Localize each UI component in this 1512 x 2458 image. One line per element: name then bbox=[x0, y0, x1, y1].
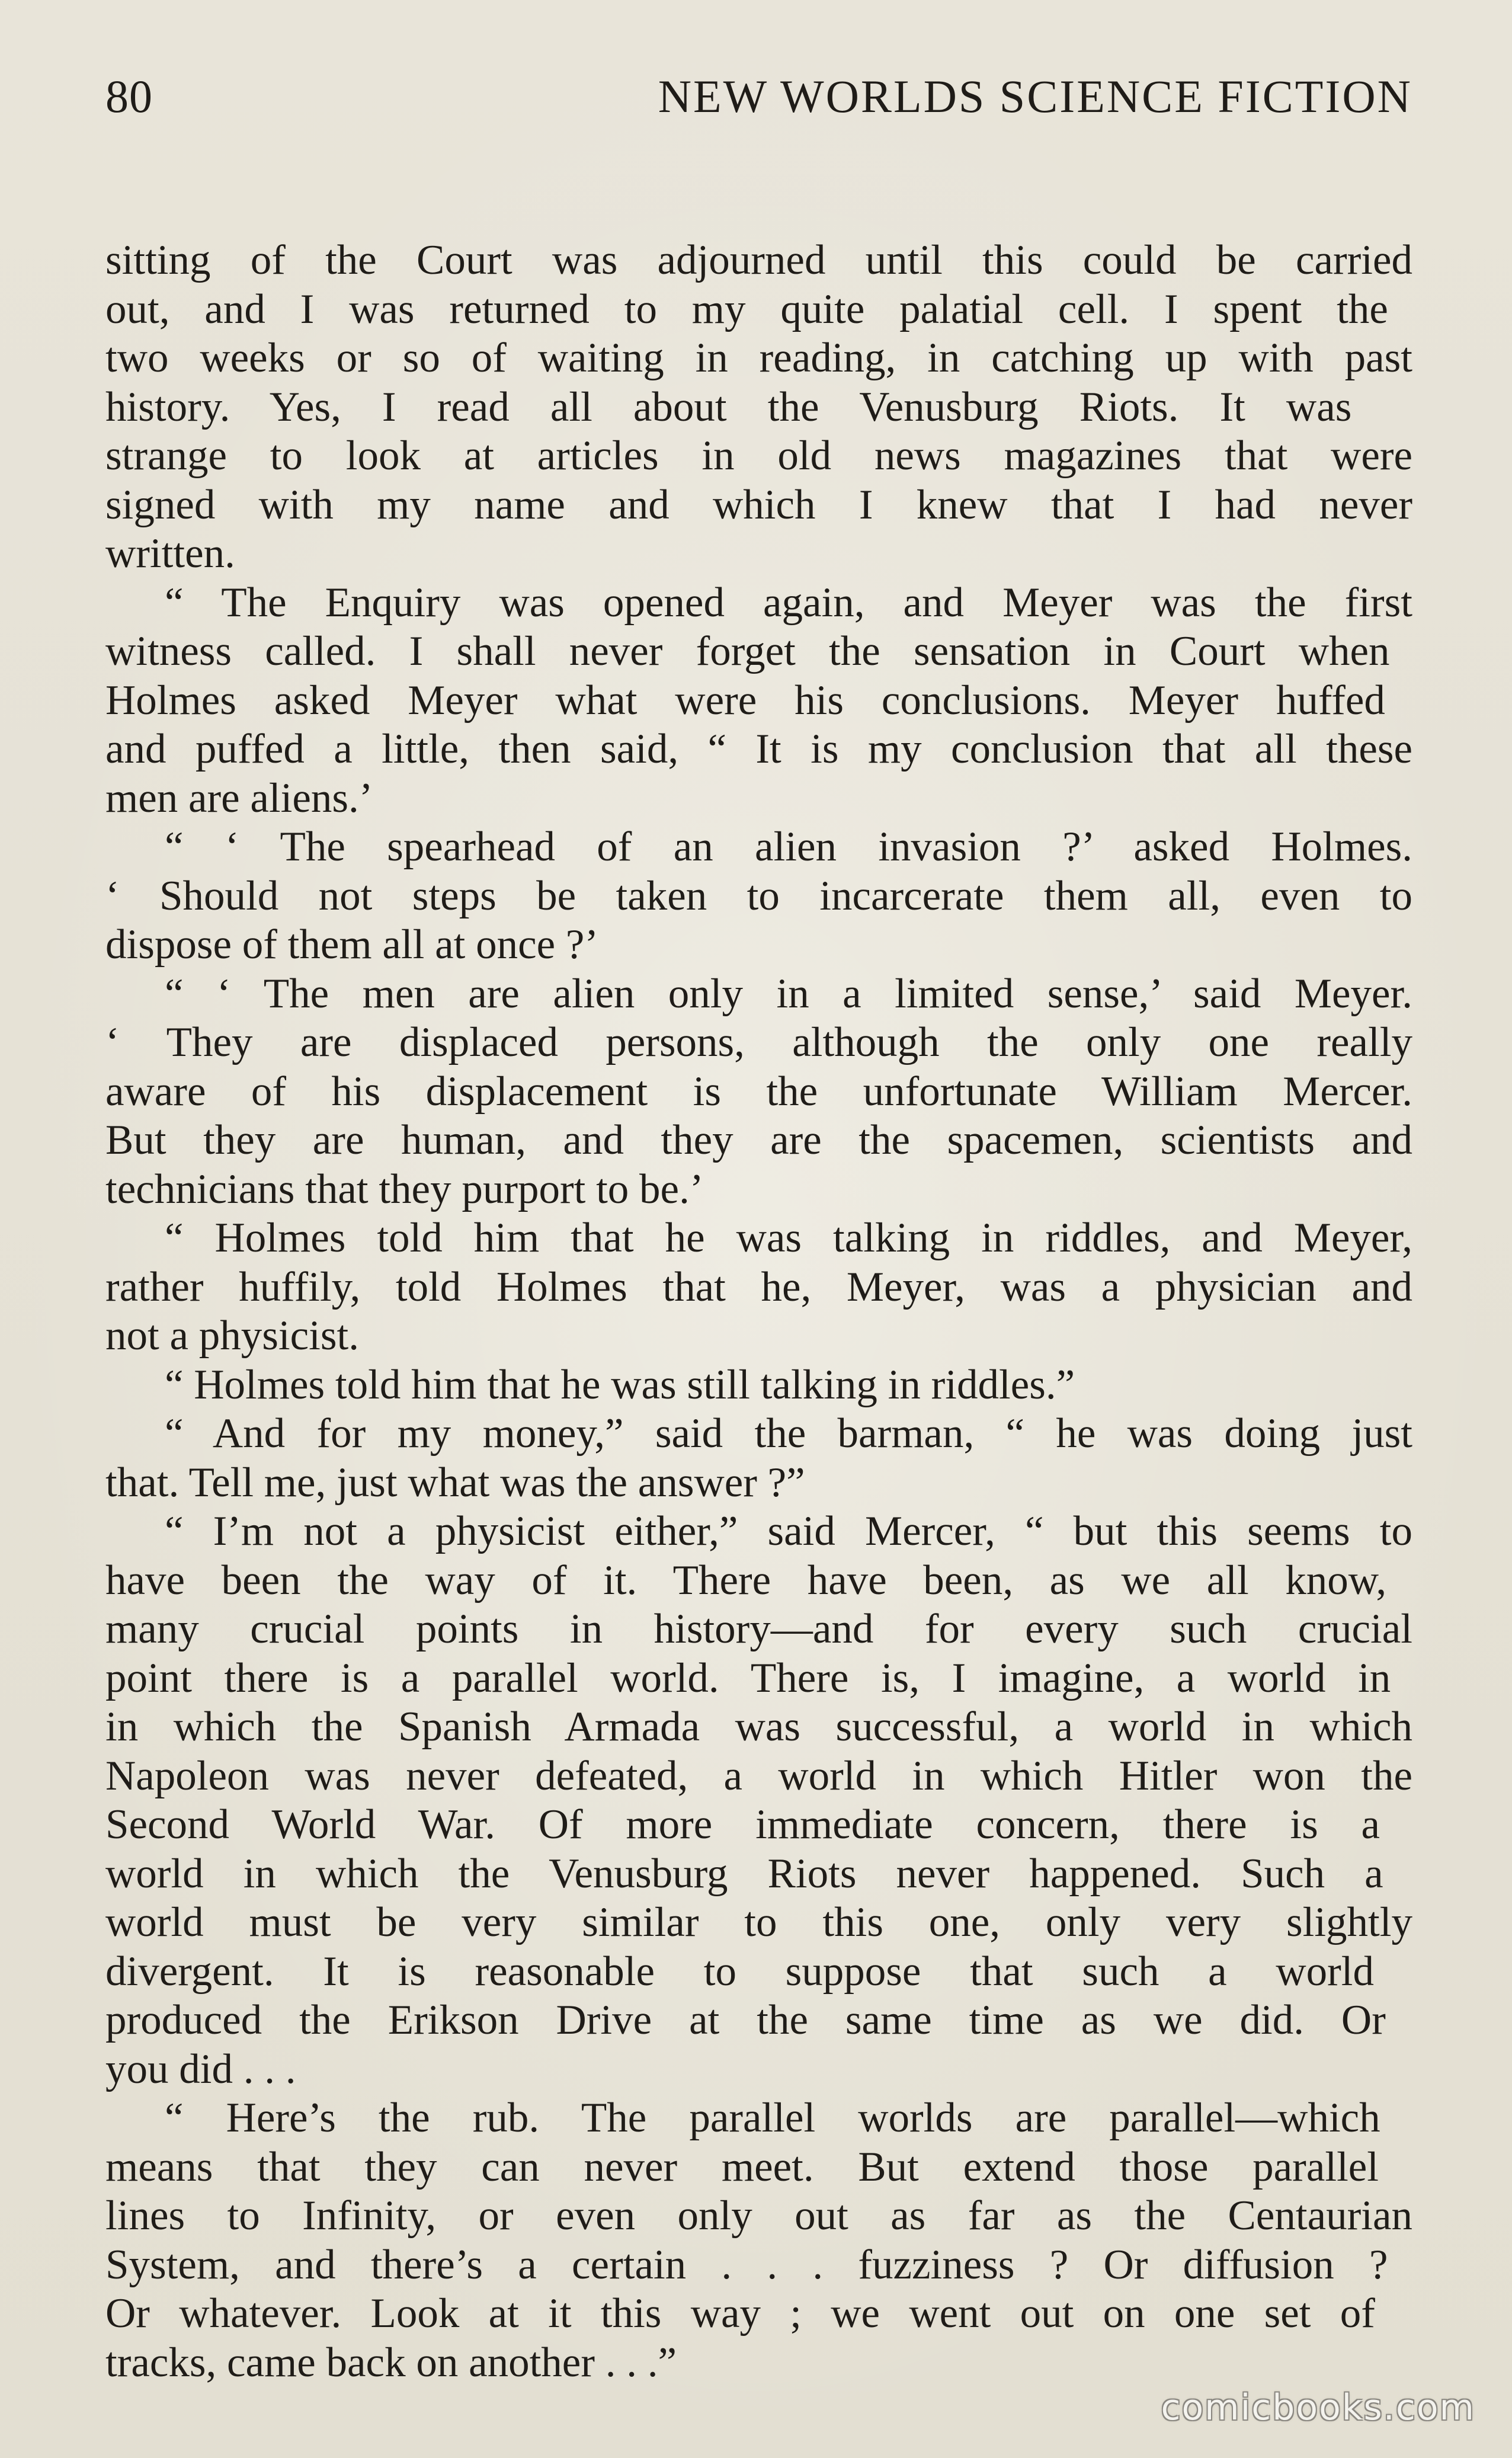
text-line: you did . . . bbox=[105, 2046, 296, 2092]
paragraph bbox=[105, 822, 1412, 969]
paragraph bbox=[105, 578, 1412, 823]
paragraph bbox=[105, 1409, 1412, 1507]
text-line: Holmes asked Meyer what were his conclusions. Meyer huffed bbox=[105, 677, 1385, 724]
text-line: history. Yes, I read all about the Venusburg Riots. It was bbox=[105, 383, 1352, 430]
text-line: “ ‘ The spearhead of an alien invasion ?’ asked Holmes. bbox=[165, 824, 1412, 870]
text-line: sitting of the Court was adjourned until this could be carried bbox=[105, 237, 1412, 283]
text-line: point there is a parallel world. There is, I imagine, a world in bbox=[105, 1654, 1391, 1701]
text-line: “ Holmes told him that he was still talking in riddles.” bbox=[165, 1361, 1075, 1408]
paragraph bbox=[105, 236, 1412, 578]
book-page bbox=[105, 70, 1412, 2387]
page-number: 80 bbox=[105, 71, 153, 122]
text-line: world must be very similar to this one, only very slightly bbox=[105, 1899, 1412, 1945]
text-line: “ Holmes told him that he was talking in riddles, and Meyer, bbox=[165, 1215, 1412, 1261]
text-line: ‘ They are displaced persons, although the only one really bbox=[105, 1019, 1412, 1065]
text-line: many crucial points in history—and for every such crucial bbox=[105, 1606, 1412, 1652]
magazine-title: NEW WORLDS SCIENCE FICTION bbox=[658, 71, 1412, 122]
story-text bbox=[105, 236, 1412, 2387]
text-line: Or whatever. Look at it this way ; we went out on one set of bbox=[105, 2290, 1375, 2337]
text-line: divergent. It is reasonable to suppose that such a world bbox=[105, 1948, 1375, 1995]
text-line: Second World War. Of more immediate concern, there is a bbox=[105, 1801, 1380, 1848]
text-line: not a physicist. bbox=[105, 1313, 359, 1359]
paragraph bbox=[105, 1214, 1412, 1361]
text-line: men are aliens.’ bbox=[105, 774, 373, 821]
text-line: dispose of them all at once ?’ bbox=[105, 921, 598, 968]
text-line: produced the Erikson Drive at the same time as we did. Or bbox=[105, 1997, 1386, 2043]
text-line: that. Tell me, just what was the answer ?” bbox=[105, 1459, 805, 1506]
running-header bbox=[105, 70, 1412, 141]
text-line: strange to look at articles in old news magazines that were bbox=[105, 433, 1412, 479]
text-line: “ Here’s the rub. The parallel worlds are parallel—which bbox=[165, 2095, 1380, 2141]
text-line: “ ‘ The men are alien only in a limited sense,’ said Meyer. bbox=[165, 970, 1412, 1017]
text-line: technicians that they purport to be.’ bbox=[105, 1166, 704, 1212]
paragraph bbox=[105, 1361, 1412, 1410]
text-line: in which the Spanish Armada was successful, a world in which bbox=[105, 1704, 1412, 1750]
text-line: lines to Infinity, or even only out as far as the Centaurian bbox=[105, 2193, 1412, 2239]
text-line: ‘ Should not steps be taken to incarcerate them all, even to bbox=[105, 872, 1412, 919]
paragraph bbox=[105, 969, 1412, 1214]
text-line: means that they can never meet. But extend those parallel bbox=[105, 2143, 1379, 2190]
text-line: But they are human, and they are the spacemen, scientists and bbox=[105, 1117, 1412, 1163]
text-line: signed with my name and which I knew that I had never bbox=[105, 481, 1412, 528]
text-line: aware of his displacement is the unfortunate William Mercer. bbox=[105, 1068, 1412, 1115]
text-line: “ I’m not a physicist either,” said Mercer, “ but this seems to bbox=[165, 1508, 1412, 1554]
text-line: System, and there’s a certain . . . fuzziness ? Or diffusion ? bbox=[105, 2241, 1388, 2288]
text-line: written. bbox=[105, 530, 235, 577]
text-line: and puffed a little, then said, “ It is my conclusion that all these bbox=[105, 726, 1412, 772]
text-line: rather huffily, told Holmes that he, Meyer, was a physician and bbox=[105, 1263, 1412, 1310]
text-line: witness called. I shall never forget the sensation in Court when bbox=[105, 628, 1390, 674]
text-line: tracks, came back on another . . .” bbox=[105, 2339, 677, 2386]
text-line: world in which the Venusburg Riots never happened. Such a bbox=[105, 1850, 1383, 1897]
text-line: have been the way of it. There have been, as we all know, bbox=[105, 1557, 1387, 1604]
text-line: out, and I was returned to my quite palatial cell. I spent the bbox=[105, 286, 1388, 332]
watermark: comicbooks.com bbox=[1161, 2387, 1475, 2428]
text-line: “ And for my money,” said the barman, “ he was doing just bbox=[165, 1410, 1412, 1457]
paragraph bbox=[105, 1507, 1412, 2094]
paragraph bbox=[105, 2094, 1412, 2387]
text-line: two weeks or so of waiting in reading, in catching up with past bbox=[105, 335, 1412, 381]
text-line: Napoleon was never defeated, a world in which Hitler won the bbox=[105, 1752, 1412, 1799]
text-line: “ The Enquiry was opened again, and Meyer was the first bbox=[165, 579, 1412, 626]
